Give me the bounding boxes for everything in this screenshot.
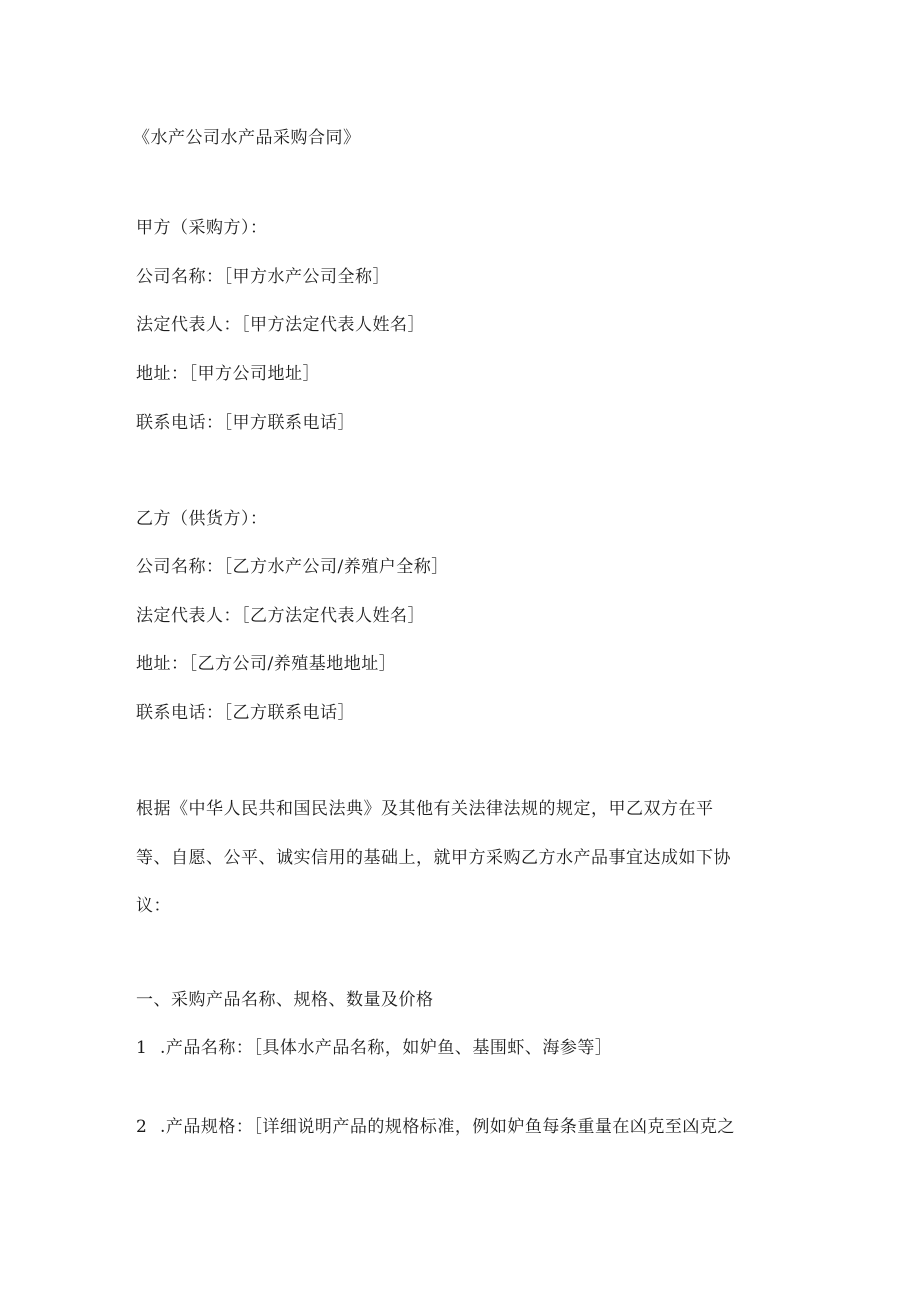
party-b-heading: 乙方（供货方）：	[136, 509, 268, 529]
preamble-line-2: 等、自愿、公平、诚实信用的基础上，就甲方采购乙方水产品事宜达成如下协	[136, 848, 731, 868]
list-item-text: .产品规格：［详细说明产品的规格标准，例如妒鱼每条重量在凶克至凶克之	[160, 1117, 735, 1137]
list-item-number: 2	[136, 1117, 148, 1137]
party-a-representative: 法定代表人：［甲方法定代表人姓名］	[136, 315, 425, 335]
party-a-address: 地址：［甲方公司地址］	[136, 364, 320, 384]
list-item	[136, 1036, 612, 1060]
preamble-line-1: 根据《中华人民共和国民法典》及其他有关法律法规的规定，甲乙双方在平	[136, 799, 714, 819]
party-b-phone: 联系电话：［乙方联系电话］	[136, 703, 355, 723]
party-a-heading: 甲方（采购方）：	[136, 218, 268, 238]
document-title: 《水产公司水产品采购合同》	[133, 128, 361, 148]
party-b-address: 地址：［乙方公司/养殖基地地址］	[136, 654, 397, 674]
list-item-text: .产品名称：［具体水产品名称，如妒鱼、基围虾、海参等］	[160, 1038, 613, 1058]
list-item-number: 1	[136, 1038, 148, 1058]
party-a-phone: 联系电话：［甲方联系电话］	[136, 413, 355, 433]
party-b-representative: 法定代表人：［乙方法定代表人姓名］	[136, 606, 425, 626]
party-b-company: 公司名称：［乙方水产公司/养殖户全称］	[136, 557, 449, 577]
party-a-company: 公司名称：［甲方水产公司全称］	[136, 267, 390, 287]
preamble-line-3: 议：	[136, 896, 171, 916]
list-item	[136, 1115, 735, 1139]
section-1-heading: 一、采购产品名称、规格、数量及价格	[136, 990, 434, 1010]
